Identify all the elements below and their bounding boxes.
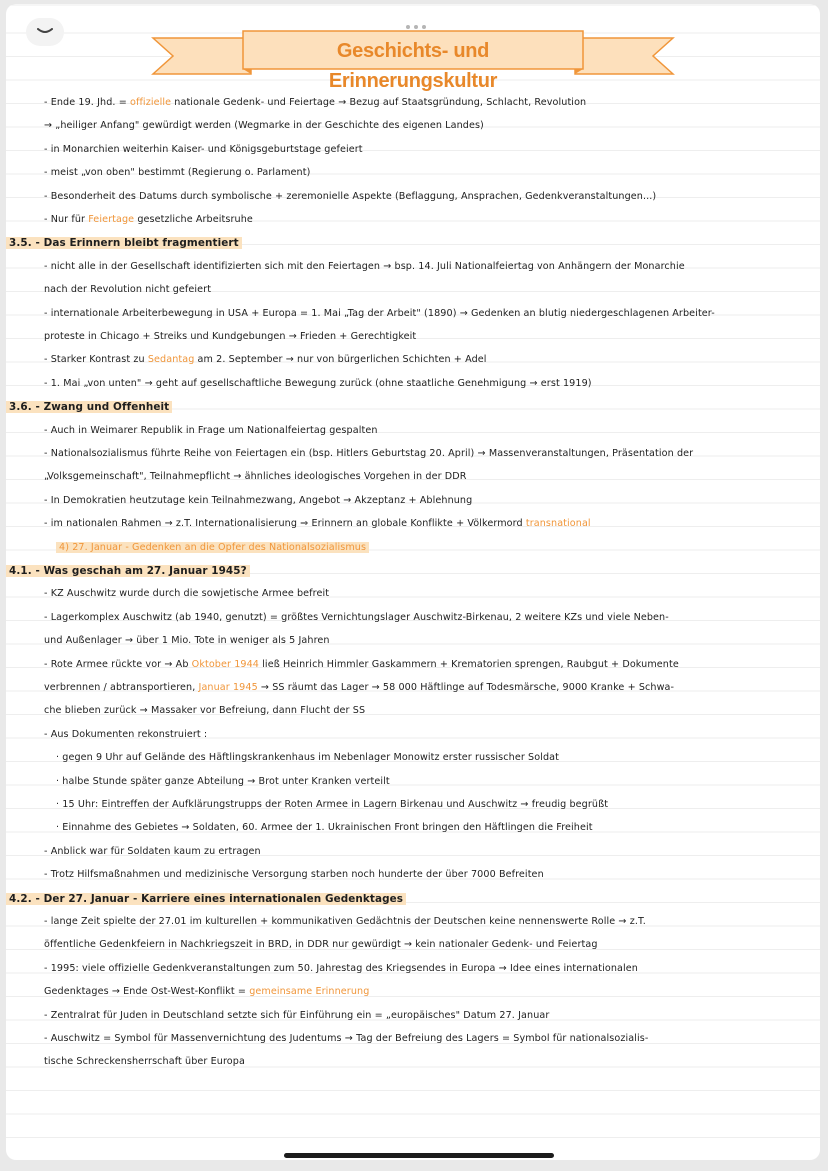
title-banner [151,28,675,92]
note-line [44,659,679,670]
note-text: - Besonderheit des Datums durch symbolische + zeremonielle Aspekte (Beflaggung, Ansprachen, Gedenkveranstaltungen...) [44,190,657,202]
note-text: - Zentralrat für Juden in Deutschland setzte sich für Einführung ein = „europäisches" Datum 27. Januar [44,1009,550,1021]
note-text: gesetzliche Arbeitsruhe [134,214,253,225]
chevron-down-icon [37,28,53,36]
note-line [44,612,669,623]
accent-text: Oktober 1944 [191,658,260,670]
note-text: · halbe Stunde später ganze Abteilung → Brot unter Kranken verteilt [56,775,390,787]
heading-text: 3.6. - Zwang und Offenheit [6,401,172,413]
note-text: Gedenktages → Ende Ost-West-Konflikt = [44,986,250,998]
note-text: - Anblick war für Soldaten kaum zu ertragen [44,845,261,857]
note-line [56,822,593,833]
note-text: - meist „von oben" bestimmt (Regierung o. Parlament) [44,167,311,179]
note-line [44,378,592,389]
note-text: verbrennen / abtransportieren, [44,682,199,693]
note-page [6,4,820,1160]
note-text: „Volksgemeinschaft", Teilnahmepflicht → ähnliches ideologisches Vorgehen in der DDR [44,471,467,483]
note-text: - Auch in Weimarer Republik in Frage um Nationalfeiertag gespalten [44,424,378,436]
note-line [44,191,656,202]
note-line [56,776,390,787]
note-text: · Einnahme des Gebietes → Soldaten, 60. Armee der 1. Ukrainischen Front bringen den Häftlingen die Freiheit [56,822,593,834]
note-line [44,986,369,997]
note-text: - in Monarchien weiterhin Kaiser- und Königsgeburtstage gefeiert [44,143,363,155]
note-line [44,261,685,272]
note-text: und Außenlager → über 1 Mio. Tote in weniger als 5 Jahren [44,635,330,647]
note-text: - Starker Kontrast zu [44,354,148,366]
note-text: - In Demokratien heutzutage kein Teilnahmezwang, Angebot → Akzeptanz + Ablehnung [44,494,473,506]
heading-text: 4.1. - Was geschah am 27. Januar 1945? [6,565,250,577]
note-line [44,518,591,529]
note-text: - Ende 19. Jhd. = [44,97,130,108]
note-line [44,916,646,927]
note-text: → „heiliger Anfang" gewürdigt werden (Wegmarke in der Geschichte des eigenen Landes) [44,120,484,132]
note-text: che blieben zurück → Massaker vor Befreiung, dann Flucht der SS [44,705,366,717]
note-line [44,1033,648,1044]
note-line [44,214,253,225]
note-text: tische Schreckensherrschaft über Europa [44,1056,245,1068]
accent-text: Feiertage [88,214,135,225]
note-line [44,939,598,950]
note-text: - 1. Mai „von unten" → geht auf gesellschaftliche Bewegung zurück (ohne staatliche Genehmigung → erst 1919) [44,377,592,389]
note-text: öffentliche Gedenkfeiern in Nachkriegszeit in BRD, in DDR nur gewürdigt → kein nationaler Gedenk- und Feiertag [44,939,598,951]
note-line [44,705,365,716]
note-line [44,495,472,506]
note-line [56,542,369,553]
section-heading [6,565,250,577]
note-text: · 15 Uhr: Eintreffen der Aufklärungstrupps der Roten Armee in Lagern Birkenau und Auschwitz → freudig begrüßt [56,799,609,810]
accent-text: transnational [525,518,591,530]
section-heading [6,401,172,413]
note-text: nach der Revolution nicht gefeiert [44,284,212,296]
note-text: - Trotz Hilfsmaßnahmen und medizinische Versorgung starben noch hunderte der über 7000 Befreiten [44,869,544,881]
note-line [44,167,310,178]
note-text: - nicht alle in der Gesellschaft identifizierten sich mit den Feiertagen → bsp. 14. Juli Nationalfeiertag von Anhängern der Monarchie [44,260,685,272]
note-line [44,682,674,693]
note-line [44,471,467,482]
note-line [44,846,261,857]
back-button[interactable] [26,18,64,46]
note-text: - Lagerkomplex Auschwitz (ab 1940, genutzt) = größtes Vernichtungslager Auschwitz-Birkenau, 2 weitere KZs und viele Neben- [44,611,669,623]
note-text: am 2. September → nur von bürgerlichen Schichten + Adel [194,354,487,366]
note-text: - Rote Armee rückte vor → Ab [44,658,192,670]
accent-text: gemeinsame Erinnerung [249,986,370,998]
note-line [44,588,329,599]
note-line [44,425,378,436]
note-line [56,752,559,763]
note-line [44,963,638,974]
note-line [44,144,363,155]
section-heading [6,237,242,249]
note-line [44,331,416,342]
note-line [44,869,544,880]
note-text: - Nur für [44,214,89,225]
note-text: proteste in Chicago + Streiks und Kundgebungen → Frieden + Gerechtigkeit [44,331,417,342]
note-text: ließ Heinrich Himmler Gaskammern + Krematorien sprengen, Raubgut + Dokumente [259,658,679,670]
note-text: - KZ Auschwitz wurde durch die sowjetische Armee befreit [44,588,330,600]
note-text: - Aus Dokumenten rekonstruiert : [44,728,208,740]
note-line [44,729,207,740]
note-text: · gegen 9 Uhr auf Gelände des Häftlingskrankenhaus im Nebenlager Monowitz erster russischer Soldat [56,752,559,764]
accent-text: offizielle [130,97,172,108]
chapter-heading-text: 4) 27. Januar - Gedenken an die Opfer des Nationalsozialismus [56,542,369,553]
note-text: nationale Gedenk- und Feiertage → Bezug auf Staatsgründung, Schlacht, Revolution [171,97,587,108]
heading-text: 3.5. - Das Erinnern bleibt fragmentiert [6,237,242,249]
note-text: - im nationalen Rahmen → z.T. Internationalisierung ⇒ Erinnern an globale Konflikte + Völkermord [44,518,526,530]
note-line [44,308,715,319]
note-text: - Auschwitz = Symbol für Massenvernichtung des Judentums → Tag der Befreiung des Lagers = Symbol für nationalsozialis- [44,1033,649,1044]
note-line [56,799,608,810]
note-text: - lange Zeit spielte der 27.01 im kulturellen + kommunikativen Gedächtnis der Deutschen keine nennenswerte Rolle → z.T. [44,916,646,927]
note-line [44,635,330,646]
home-indicator[interactable] [284,1153,554,1158]
more-dots-icon[interactable] [406,14,436,20]
note-line [44,284,211,295]
page-title: Geschichts- und Erinnerungskultur [328,40,498,92]
note-line [44,120,484,131]
note-line [44,1056,245,1067]
note-text: - internationale Arbeiterbewegung in USA + Europa = 1. Mai „Tag der Arbeit" (1890) → Gedenken an blutig niedergeschlagenen Arbeiter- [44,307,715,319]
note-line [44,97,586,108]
note-line [44,448,693,459]
note-text: - 1995: viele offizielle Gedenkveranstaltungen zum 50. Jahrestag des Kriegsendes in Europa → Idee eines internationalen [44,962,638,974]
accent-text: Januar 1945 [198,682,258,693]
section-heading [6,893,406,905]
note-text: - Nationalsozialismus führte Reihe von Feiertagen ein (bsp. Hitlers Geburtstag 20. April) → Massenveranstaltungen, Präsentation der [44,448,694,459]
accent-text: Sedantag [147,354,195,366]
note-line [44,1010,549,1021]
note-line [44,354,487,365]
note-text: → SS räumt das Lager → 58 000 Häftlinge auf Todesmärsche, 9000 Kranke + Schwa- [257,682,675,693]
heading-text: 4.2. - Der 27. Januar - Karriere eines internationalen Gedenktages [6,893,406,905]
